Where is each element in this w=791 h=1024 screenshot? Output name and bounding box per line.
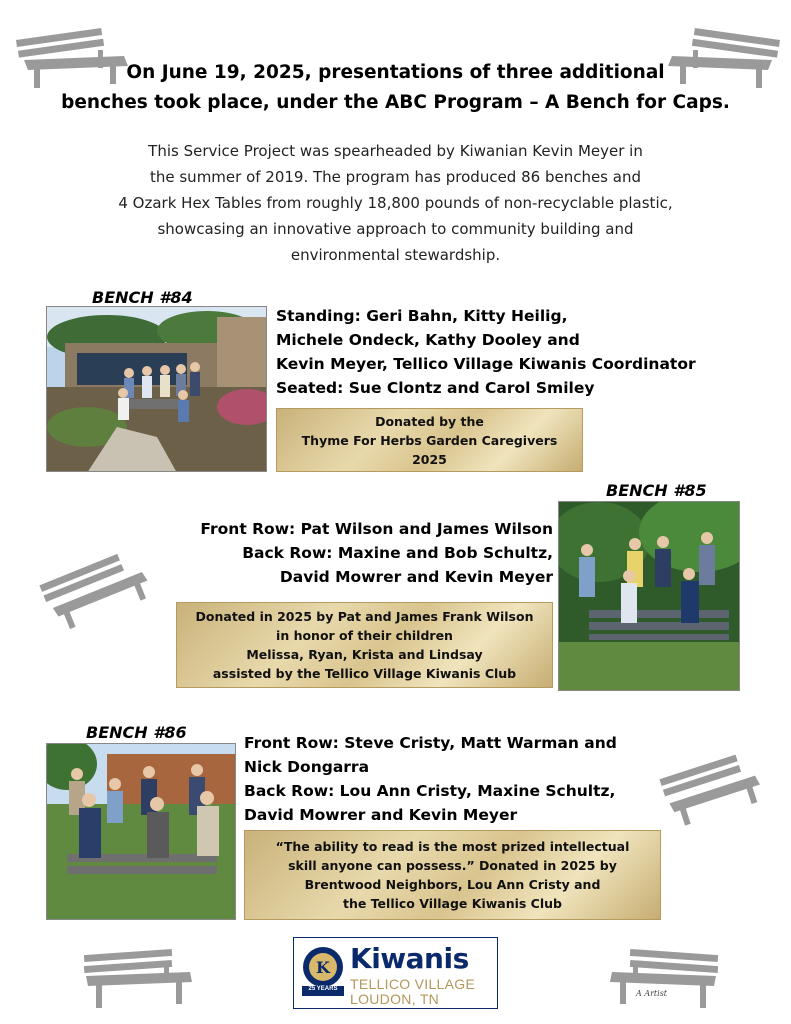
logo-line-1: TELLICO VILLAGE xyxy=(350,976,476,992)
bench-icon xyxy=(606,942,724,1014)
bench-85-names xyxy=(140,517,553,589)
logo-wordmark: Kiwanis xyxy=(350,942,469,975)
artist-signature: A Artist xyxy=(636,989,668,998)
bench-86-photo xyxy=(46,743,236,920)
bench-86-heading: BENCH #86 xyxy=(86,723,187,742)
bench-84-heading: BENCH #84 xyxy=(92,288,193,307)
kiwanis-logo xyxy=(293,937,498,1009)
intro-line: 4 Ozark Hex Tables from roughly 18,800 pounds of non-recyclable plastic, xyxy=(118,194,673,212)
title-line-2: benches took place, under the ABC Program – A Bench for Caps. xyxy=(61,92,730,113)
bench-84-names xyxy=(276,304,696,400)
bench-86-names xyxy=(244,731,617,827)
bench-86-plaque xyxy=(244,830,661,920)
page-title xyxy=(0,58,791,118)
names-line: Michele Ondeck, Kathy Dooley and xyxy=(276,331,580,349)
bench-84-plaque xyxy=(276,408,583,472)
names-line: Back Row: Lou Ann Cristy, Maxine Schultz, xyxy=(244,782,616,800)
names-line: Kevin Meyer, Tellico Village Kiwanis Coordinator xyxy=(276,355,696,373)
names-line: Nick Dongarra xyxy=(244,758,370,776)
names-line: Seated: Sue Clontz and Carol Smiley xyxy=(276,379,595,397)
names-line: David Mowrer and Kevin Meyer xyxy=(279,568,553,586)
bench-icon xyxy=(78,942,196,1014)
bench-85-plaque xyxy=(176,602,553,688)
names-line: David Mowrer and Kevin Meyer xyxy=(244,806,518,824)
names-line: Front Row: Pat Wilson and James Wilson xyxy=(200,520,553,538)
plaque-line: “The ability to read is the most prized intellectual xyxy=(275,839,630,854)
intro-line: the summer of 2019. The program has produced 86 benches and xyxy=(149,168,641,186)
bench-84-photo xyxy=(46,306,267,472)
plaque-line: 2025 xyxy=(412,452,447,467)
names-line: Front Row: Steve Cristy, Matt Warman and xyxy=(244,734,617,752)
intro-paragraph xyxy=(70,138,721,268)
logo-badge: 25 YEARS xyxy=(308,986,338,992)
plaque-line: Thyme For Herbs Garden Caregivers xyxy=(301,433,558,448)
logo-line-2: LOUDON, TN xyxy=(350,991,440,1007)
bench-85-heading: BENCH #85 xyxy=(606,481,707,500)
intro-line: showcasing an innovative approach to community building and xyxy=(157,220,634,238)
plaque-line: assisted by the Tellico Village Kiwanis Club xyxy=(212,666,517,681)
intro-line: environmental stewardship. xyxy=(290,246,501,264)
names-line: Back Row: Maxine and Bob Schultz, xyxy=(242,544,553,562)
svg-text:K: K xyxy=(316,958,330,977)
plaque-line: skill anyone can possess.” Donated in 2025 by xyxy=(288,858,617,873)
bench-icon xyxy=(36,545,152,629)
plaque-line: in honor of their children xyxy=(276,628,453,643)
plaque-line: Donated in 2025 by Pat and James Frank Wilson xyxy=(195,609,534,624)
plaque-line: Brentwood Neighbors, Lou Ann Cristy and xyxy=(304,877,601,892)
intro-line: This Service Project was spearheaded by Kiwanian Kevin Meyer in xyxy=(148,142,643,160)
plaque-line: Melissa, Ryan, Krista and Lindsay xyxy=(246,647,483,662)
title-line-1: On June 19, 2025, presentations of three additional xyxy=(126,62,665,83)
bench-icon xyxy=(656,744,764,828)
names-line: Standing: Geri Bahn, Kitty Heilig, xyxy=(276,307,568,325)
bench-85-photo xyxy=(558,501,740,691)
plaque-line: Donated by the xyxy=(375,414,484,429)
plaque-line: the Tellico Village Kiwanis Club xyxy=(342,896,562,911)
